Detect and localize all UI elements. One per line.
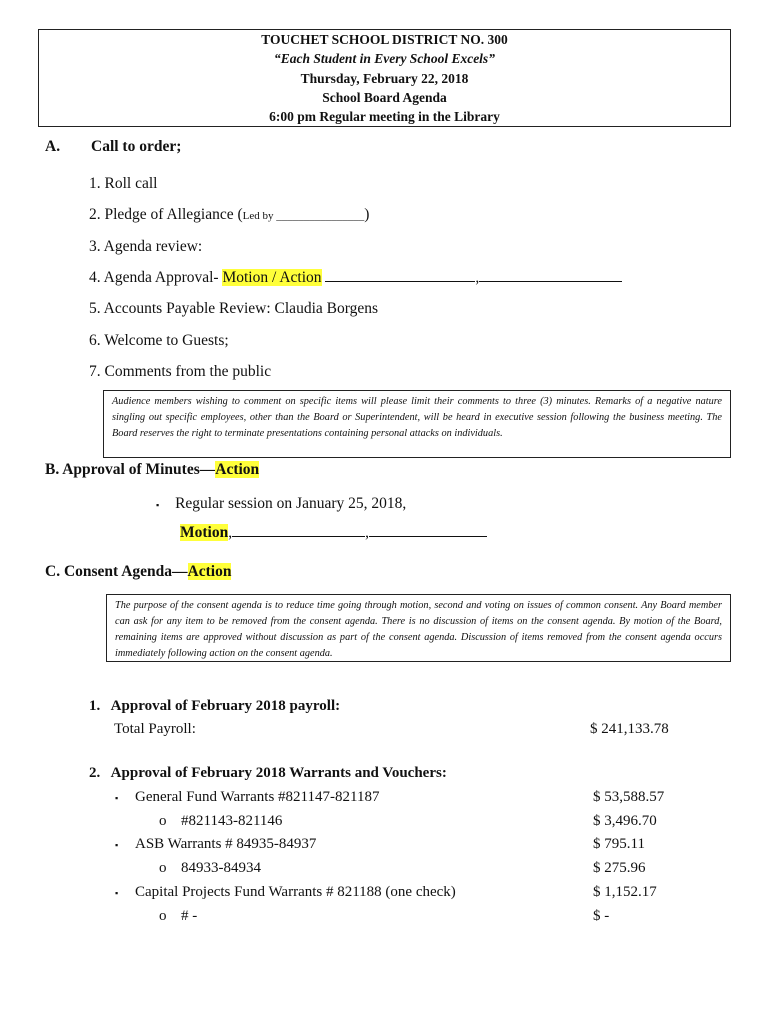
warrant-row (115, 813, 675, 833)
item-number: 7. (89, 363, 101, 380)
public-comment-note: Audience members wishing to comment on specific items will please limit their comments to three (3) minutes. Remarks of a negative nature singling out specific employees, other than the Board or Superintendent, will be heard in executive session following the business meeting. The Board reserves the right to terminate presentations containing personal attacks on individuals. (103, 390, 731, 458)
meeting-date: Thursday, February 22, 2018 (300, 71, 469, 86)
section-b-title: B. Approval of Minutes— (45, 461, 216, 478)
district-name: TOUCHET SCHOOL DISTRICT NO. 300 (261, 32, 508, 47)
item-number: 5. (89, 300, 101, 317)
warrant-label: #821143-821146 (181, 813, 283, 829)
circle-bullet-icon: o (159, 813, 167, 829)
square-bullet-icon: ▪ (115, 888, 119, 898)
warrant-amount: $ 795.11 (593, 836, 645, 852)
warrant-row (115, 884, 675, 904)
comma: , (365, 524, 369, 541)
warrant-label: ASB Warrants # 84935-84937 (135, 836, 317, 852)
meeting-time: 6:00 pm Regular meeting in the Library (269, 109, 500, 124)
item-text: Pledge of Allegiance ( (104, 206, 243, 223)
second-blank (479, 269, 622, 282)
item-text: Accounts Payable Review: Claudia Borgens (103, 300, 379, 317)
section-a-title: Call to order; (91, 138, 182, 155)
warrants-title: 2. Approval of February 2018 Warrants and Vouchers: (89, 765, 447, 781)
minutes-text: Regular session on January 25, 2018, (175, 495, 407, 512)
payroll-amount: $ 241,133.78 (590, 721, 669, 737)
item-text: Comments from the public (104, 363, 272, 380)
warrant-label: General Fund Warrants #821147-821187 (135, 789, 380, 805)
section-b-heading (45, 461, 259, 479)
item-number: 4. (89, 269, 101, 286)
comma: , (475, 269, 480, 286)
led-by-blank: ________________ (276, 210, 365, 222)
item-text: Roll call (104, 175, 158, 192)
motion-blank (325, 269, 475, 282)
minutes-motion-blank (232, 524, 365, 537)
warrant-label: 84933-84934 (181, 860, 261, 876)
header-box (38, 29, 731, 127)
agenda-item-1 (89, 175, 157, 193)
warrant-row (115, 836, 675, 856)
warrant-amount: $ 3,496.70 (593, 813, 657, 829)
item-text: Agenda Approval- (103, 269, 223, 286)
minutes-motion-highlight: Motion (180, 524, 229, 541)
square-bullet-icon: ▪ (156, 500, 160, 510)
district-motto: “Each Student in Every School Excels” (274, 51, 495, 66)
warrant-label: Capital Projects Fund Warrants # 821188 (one check) (135, 884, 456, 900)
agenda-item-2 (89, 206, 369, 224)
warrant-amount: $ 1,152.17 (593, 884, 657, 900)
led-by-label: Led by (242, 210, 277, 222)
item-text: Agenda review: (103, 238, 203, 255)
paren-close: ) (364, 206, 370, 223)
item-number: 6. (89, 332, 101, 349)
minutes-second-blank (369, 524, 487, 537)
warrant-amount: $ 53,588.57 (593, 789, 665, 805)
consent-agenda-note: The purpose of the consent agenda is to reduce time going through motion, second and voting on issues of common consent. Any Board member can ask for any item to be removed from the consent agenda. There is no discussion of items on the consent agenda. By motion of the Board, remaining items are approved without discussion as part of the consent agenda. Discussion of items removed from the consent agenda occurs immediately following action on the consent agenda. (106, 594, 731, 662)
agenda-item-5 (89, 300, 378, 318)
section-b-action: Action (215, 461, 260, 478)
item-number: 1. (89, 175, 101, 192)
motion-action-highlight: Motion / Action (222, 269, 322, 286)
warrant-amount: $ 275.96 (593, 860, 646, 876)
payroll-title: 1. Approval of February 2018 payroll: (89, 698, 341, 714)
minutes-motion-line (180, 524, 487, 542)
item-number: 3. (89, 238, 101, 255)
warrant-row (115, 789, 675, 809)
warrant-row (115, 860, 675, 880)
circle-bullet-icon: o (159, 908, 167, 924)
warrant-amount: $ - (593, 908, 610, 924)
item-number: 2. (89, 206, 101, 223)
section-a-letter: A. (45, 138, 61, 155)
agenda-item-3 (89, 238, 202, 256)
agenda-item-4 (89, 269, 622, 287)
square-bullet-icon: ▪ (115, 793, 119, 803)
payroll-label: Total Payroll: (114, 721, 196, 737)
circle-bullet-icon: o (159, 860, 167, 876)
item-text: Welcome to Guests; (104, 332, 229, 349)
agenda-item-7 (89, 363, 271, 381)
minutes-item (156, 495, 406, 513)
section-c-heading (45, 563, 231, 581)
warrant-row (115, 908, 675, 928)
square-bullet-icon: ▪ (115, 840, 119, 850)
agenda-title: School Board Agenda (322, 90, 447, 105)
warrant-label: # - (181, 908, 198, 924)
comma: , (228, 524, 233, 541)
section-c-title: C. Consent Agenda— (45, 563, 188, 580)
section-c-action: Action (187, 563, 232, 580)
agenda-item-6 (89, 332, 229, 350)
